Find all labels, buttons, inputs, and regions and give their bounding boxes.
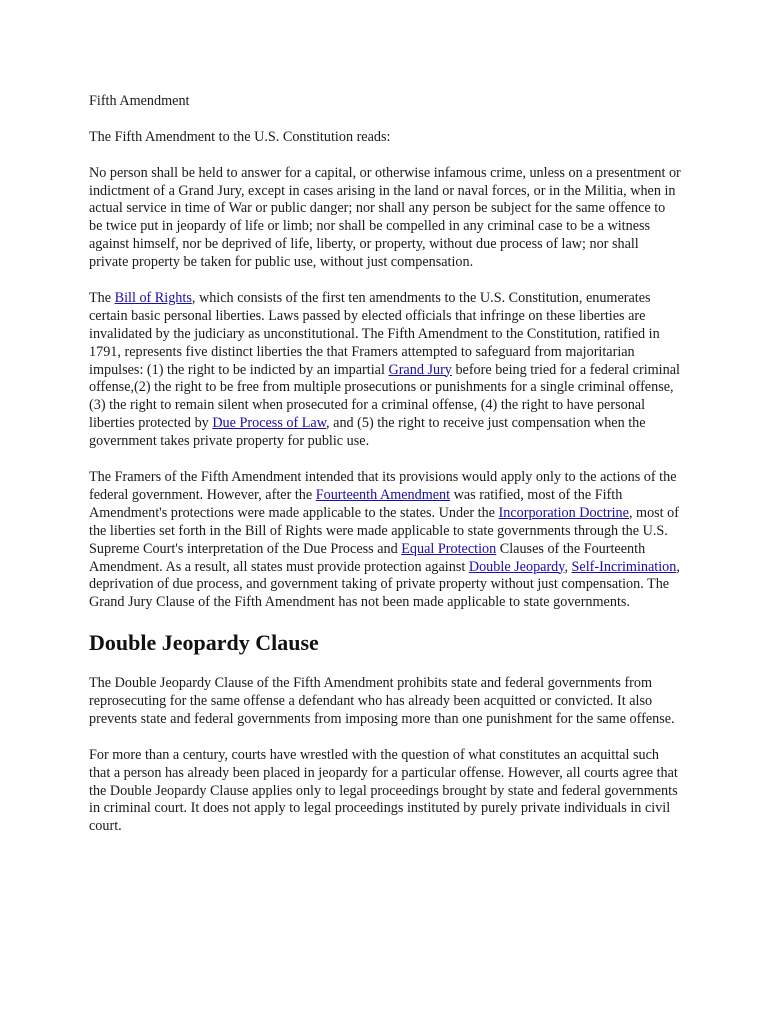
fourteenth-amendment-link[interactable]: Fourteenth Amendment <box>315 486 451 503</box>
double-jeopardy-heading: Double Jeopardy Clause <box>89 630 319 656</box>
text-span: The <box>89 289 115 306</box>
double-jeopardy-link[interactable]: Double Jeopardy <box>468 558 565 575</box>
text-span: The Framers of the Fifth Amendment intended that its provisions would apply only to the actions of the federal government. However, after the <box>89 468 677 503</box>
document-body <box>89 93 681 854</box>
equal-protection-link[interactable]: Equal Protection <box>401 540 497 557</box>
double-jeopardy-paragraph: The Double Jeopardy Clause of the Fifth Amendment prohibits state and federal governments from reprosecuting for the same offense a defendant who has already been acquitted or convicted. It also prevents state and federal governments from imposing more than one punishment for the same offense. <box>89 675 675 727</box>
text-span: before being tried for a federal criminal offense,(2) the right to be free from multiple prosecutions or punishments for a single criminal offense, (3) the right to remain silent when prosecuted for a criminal offense, (4) the right to have personal liberties protected by <box>89 361 680 432</box>
intro-paragraph: The Fifth Amendment to the U.S. Constitution reads: <box>89 128 391 145</box>
text-span: , which consists of the first ten amendments to the U.S. Constitution, enumerates certain basic personal liberties. Laws passed by elected officials that infringe on these liberties are invalidated by the judiciary as unconstitutional. The Fifth Amendment to the Constitution, ratified in 1791, represents five distinct liberties the that Framers attempted to safeguard from majoritarian impulses: (1) the right to be indicted by an impartial <box>89 289 660 378</box>
text-span: , and (5) the right to receive just compensation when the government takes private property for public use. <box>89 415 646 450</box>
text-span: , deprivation of due process, and government taking of private property without just compensation. The Grand Jury Clause of the Fifth Amendment has not been made applicable to state governments. <box>89 558 680 611</box>
text-span: Clauses of the Fourteenth Amendment. As a result, all states must provide protection against <box>89 540 646 575</box>
text-span: was ratified, most of the Fifth Amendment's protections were made applicable to the states. Under the <box>89 486 623 521</box>
incorporation-doctrine-link[interactable]: Incorporation Doctrine <box>498 504 629 521</box>
bill-of-rights-link[interactable]: Bill of Rights <box>114 289 192 306</box>
grand-jury-link[interactable]: Grand Jury <box>388 361 452 378</box>
text-span: , most of the liberties set forth in the Bill of Rights were made applicable to state governments through the U.S. Supreme Court's interpretation of the Due Process and <box>89 504 679 557</box>
amendment-text-paragraph: No person shall be held to answer for a capital, or otherwise infamous crime, unless on a presentment or indictment of a Grand Jury, except in cases arising in the land or naval forces, or in the Militia, when in actual service in time of War or public danger; nor shall any person be subject for the same offence to be twice put in jeopardy of life or limb; nor shall be compelled in any criminal case to be a witness against himself, nor be deprived of life, liberty, or property, without due process of law; nor shall private property be taken for public use, without just compensation. <box>89 164 681 271</box>
due-process-link[interactable]: Due Process of Law <box>212 415 327 432</box>
text-span: , <box>564 558 572 575</box>
framers-paragraph <box>89 469 681 612</box>
acquittal-paragraph: For more than a century, courts have wrestled with the question of what constitutes an acquittal such that a person has already been placed in jeopardy for a particular offense. However, all courts agree that the Double Jeopardy Clause applies only to legal proceedings brought by state and federal governments in criminal court. It does not apply to legal proceedings instituted by purely private individuals in civil court. <box>89 746 678 835</box>
document-title: Fifth Amendment <box>89 93 190 109</box>
bill-of-rights-paragraph <box>89 290 681 451</box>
self-incrimination-link[interactable]: Self-Incrimination <box>571 558 677 575</box>
